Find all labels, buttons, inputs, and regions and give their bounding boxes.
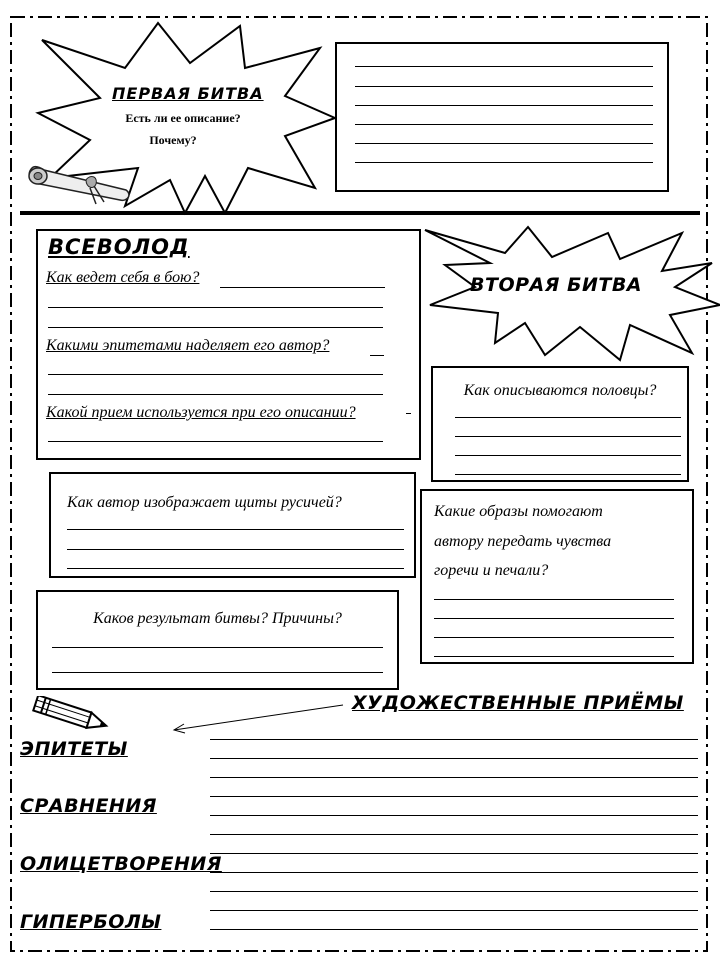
result-box [36, 590, 399, 690]
images-question-1: Какие образы помогают [434, 503, 603, 520]
images-box [420, 489, 694, 664]
first-battle-question-2: Почему? [149, 133, 197, 147]
first-battle-title: ПЕРВАЯ БИТВА [112, 84, 264, 103]
device-hyperboles: ГИПЕРБОЛЫ [20, 911, 162, 933]
images-question-3: горечи и печали? [434, 562, 549, 579]
device-epithets: ЭПИТЕТЫ [20, 738, 128, 760]
shields-question: Как автор изображает щиты русичей? [67, 494, 342, 511]
vsevolod-question-3: Какой прием используется при его описании? [46, 404, 356, 421]
vsevolod-title: ВСЕВОЛОД [48, 235, 190, 259]
pencil-icon [28, 696, 112, 732]
images-question-2: автору передать чувства [434, 533, 612, 550]
vsevolod-box [36, 229, 421, 460]
vsevolod-question-1: Как ведет себя в бою? [46, 269, 200, 286]
devices-title: ХУДОЖЕСТВЕННЫЕ ПРИЁМЫ [352, 692, 684, 714]
arrow-icon [168, 702, 348, 736]
vsevolod-question-2: Какими эпитетами наделяет его автор? [46, 337, 330, 354]
section-divider [20, 211, 700, 215]
device-personifications: ОЛИЦЕТВОРЕНИЯ [20, 853, 222, 875]
shields-box [49, 472, 416, 578]
scroll-icon [24, 160, 136, 208]
polovtsy-box [431, 366, 689, 482]
polovtsy-question: Как описываются половцы? [463, 382, 657, 399]
first-battle-question-1: Есть ли ее описание? [125, 111, 241, 125]
second-battle-title: ВТОРАЯ БИТВА [470, 274, 642, 296]
result-question: Каков результат битвы? Причины? [93, 610, 342, 627]
device-comparisons: СРАВНЕНИЯ [20, 795, 157, 817]
first-battle-answer-box[interactable] [335, 42, 669, 192]
